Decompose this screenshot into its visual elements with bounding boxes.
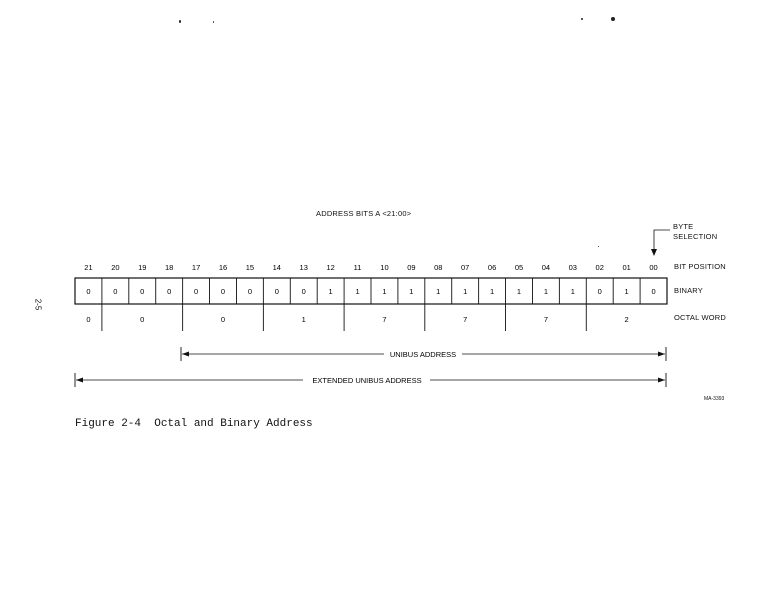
binary-bit: 1 [570,287,575,296]
page-number: 2-5 [33,298,43,311]
bit-position-row-label: BIT POSITION [674,262,726,271]
binary-bit: 0 [220,287,226,296]
bit-position-label: 15 [245,263,255,272]
bit-position-label: 09 [407,263,416,272]
binary-bit: 1 [463,287,468,296]
bit-position-row [84,263,657,272]
binary-bit: 1 [490,287,495,296]
bit-position-label: 12 [326,263,335,272]
bit-position-label: 13 [299,263,308,272]
bit-position-label: 00 [649,263,658,272]
octal-word-row-label: OCTAL WORD [674,313,726,322]
octal-digit: 0 [140,315,145,324]
bit-position-label: 18 [165,263,174,272]
bit-position-label: 10 [380,263,389,272]
byte-selection-line-1: BYTE [673,222,694,231]
drawing-id: MA-3393 [704,396,725,402]
binary-bit: 0 [651,287,656,296]
bit-position-label: 04 [541,263,551,272]
bit-position-label: 20 [111,263,120,272]
binary-bit: 0 [274,287,279,296]
binary-bit: 1 [436,287,441,296]
bit-position-label: 07 [461,263,470,272]
binary-bit: 0 [247,287,252,296]
bit-position-label: 02 [595,263,604,272]
octal-digit: 0 [220,315,226,324]
bit-position-label: 19 [138,263,147,272]
byte-selection-arrow [651,230,670,256]
octal-digit: 7 [382,315,387,324]
binary-bit: 0 [140,287,145,296]
binary-bit: 1 [624,287,629,296]
bit-position-label: 21 [84,263,93,272]
octal-word-row [86,315,628,324]
octal-digit: 0 [86,315,91,324]
bit-dividers [102,278,640,304]
binary-row-label: BINARY [674,286,703,295]
octal-digit: 7 [543,315,548,324]
bit-position-label: 08 [434,263,443,272]
binary-bit: 0 [301,287,306,296]
binary-bit: 0 [113,287,118,296]
bit-position-label: 16 [218,263,228,272]
octal-digit: 1 [301,315,306,324]
extended-unibus-address-label: EXTENDED UNIBUS ADDRESS [312,376,422,385]
byte-selection-line-2: SELECTION [673,232,718,241]
diagram-title: ADDRESS BITS A <21:00> [316,209,412,218]
bit-position-label: 01 [622,263,631,272]
bit-position-label: 06 [487,263,497,272]
binary-bit: 0 [597,287,602,296]
unibus-address-label: UNIBUS ADDRESS [389,350,457,359]
binary-bit: 1 [516,287,522,296]
bit-position-label: 11 [353,263,362,272]
octal-digit: 2 [624,315,629,324]
bit-position-label: 03 [568,263,577,272]
bit-position-label: 14 [272,263,281,272]
figure-caption: Figure 2-4 Octal and Binary Address [75,418,313,430]
octal-group-dividers [102,304,586,331]
binary-bit: 0 [167,287,172,296]
bit-position-label: 17 [191,263,201,272]
bit-position-label: 05 [514,263,524,272]
octal-digit: 7 [463,315,468,324]
binary-bit: 1 [355,287,360,296]
binary-bit: 1 [328,287,333,296]
binary-bit: 0 [86,287,91,296]
binary-bit: 1 [543,287,548,296]
binary-bit: 0 [194,287,199,296]
binary-bit: 1 [409,287,414,296]
binary-bit: 1 [382,287,387,296]
